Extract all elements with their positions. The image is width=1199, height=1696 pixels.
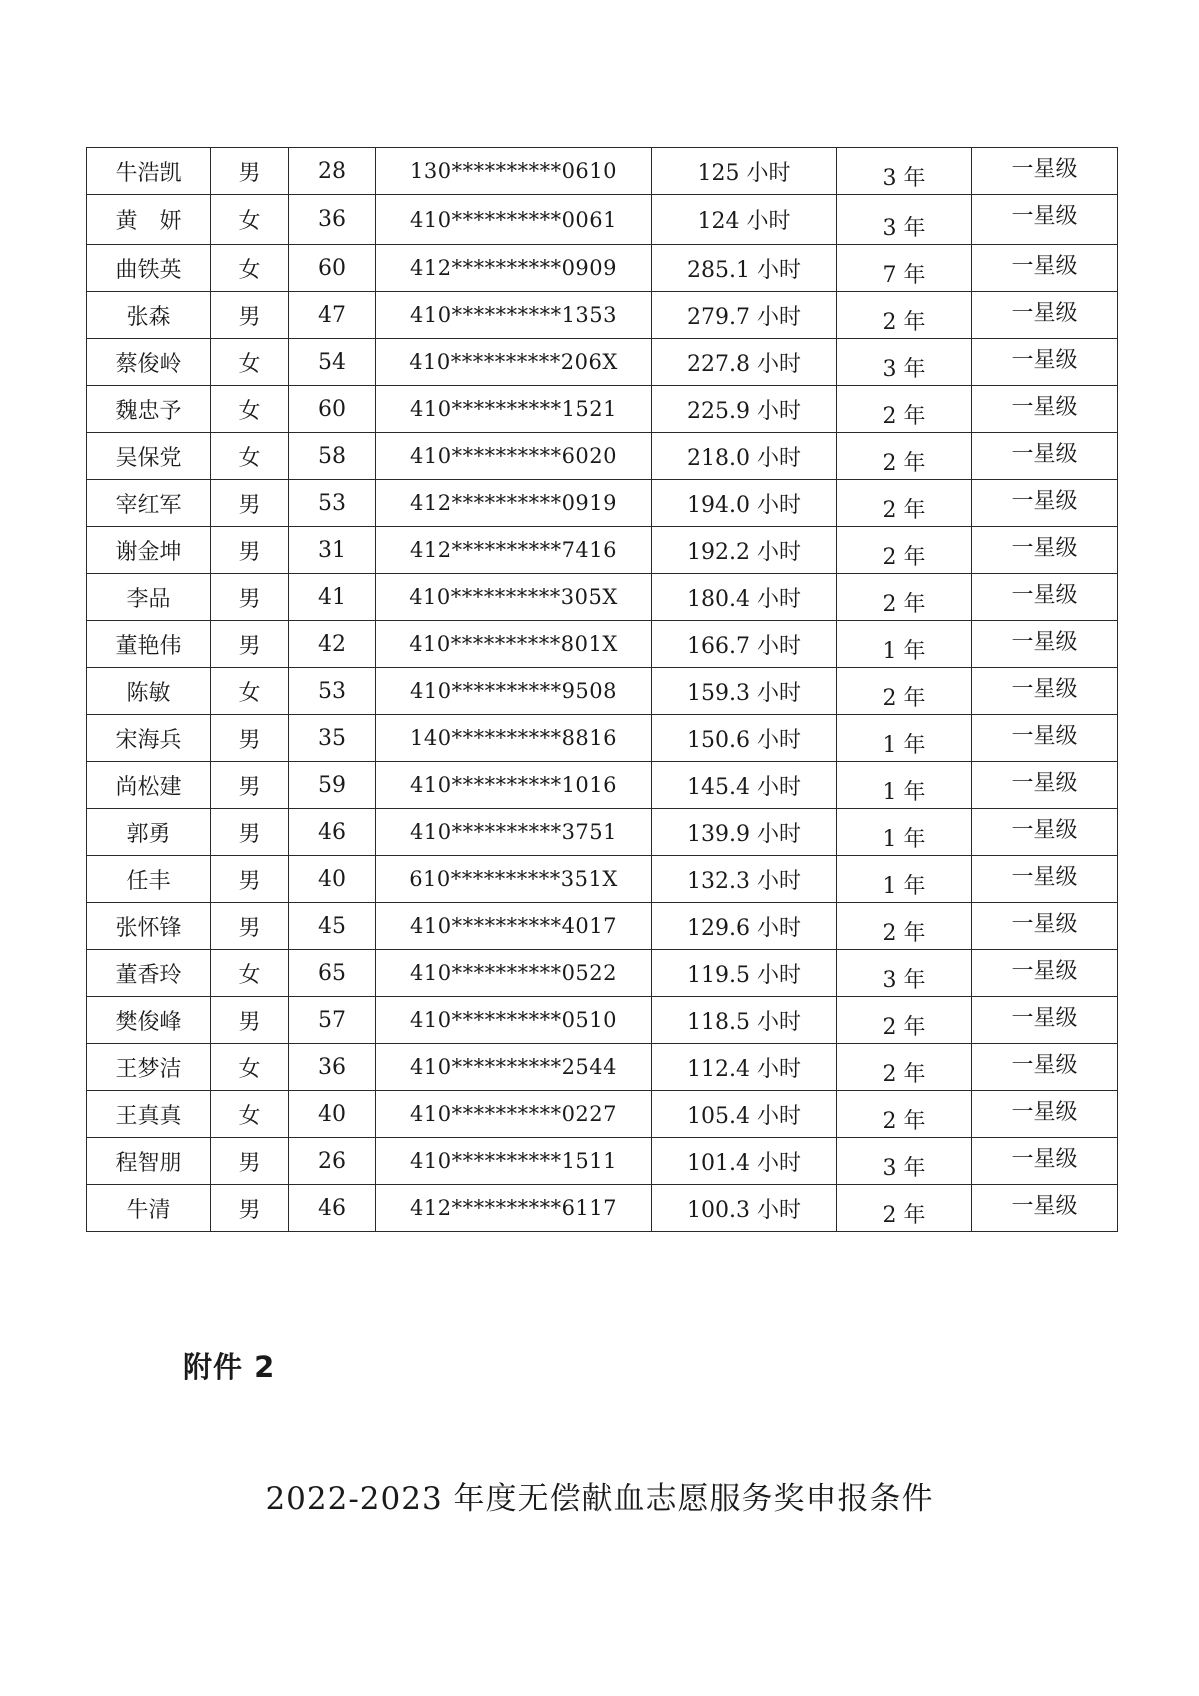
gender-cell: 女 [211,386,289,433]
award-level-cell: 一星级 [972,574,1118,621]
table-row [87,386,1118,433]
gender-cell: 男 [211,715,289,762]
id-number-cell: 140**********8816 [376,715,652,762]
award-level-cell: 一星级 [972,1044,1118,1091]
service-years-cell: 2 年 [837,668,972,715]
id-number-cell: 412**********7416 [376,527,652,574]
service-years-cell: 2 年 [837,386,972,433]
service-years-cell: 3 年 [837,339,972,386]
gender-cell: 男 [211,1185,289,1232]
award-level-cell: 一星级 [972,856,1118,903]
table-row [87,1185,1118,1232]
service-years-cell: 2 年 [837,903,972,950]
id-number-cell: 410**********1521 [376,386,652,433]
table-row [87,950,1118,997]
age-cell: 31 [289,527,376,574]
service-years-cell: 3 年 [837,950,972,997]
age-cell: 60 [289,245,376,292]
award-level-cell: 一星级 [972,527,1118,574]
service-hours-cell: 218.0 小时 [652,433,837,480]
id-number-cell: 412**********0909 [376,245,652,292]
service-years-cell: 3 年 [837,1138,972,1185]
service-years-cell: 7 年 [837,245,972,292]
service-hours-cell: 132.3 小时 [652,856,837,903]
table-row [87,809,1118,856]
gender-cell: 女 [211,339,289,386]
table-row [87,668,1118,715]
service-hours-cell: 285.1 小时 [652,245,837,292]
name-cell: 程智朋 [87,1138,211,1185]
award-level-cell: 一星级 [972,621,1118,668]
gender-cell: 女 [211,1044,289,1091]
gender-cell: 男 [211,292,289,339]
name-cell: 谢金坤 [87,527,211,574]
id-number-cell: 410**********206X [376,339,652,386]
name-cell: 牛浩凯 [87,148,211,195]
award-level-cell: 一星级 [972,148,1118,195]
gender-cell: 男 [211,574,289,621]
name-cell: 宋海兵 [87,715,211,762]
name-cell: 董香玲 [87,950,211,997]
table-row [87,148,1118,195]
table-row [87,1044,1118,1091]
table-row [87,1138,1118,1185]
age-cell: 57 [289,997,376,1044]
name-cell: 李品 [87,574,211,621]
id-number-cell: 412**********0919 [376,480,652,527]
id-number-cell: 410**********0227 [376,1091,652,1138]
service-hours-cell: 227.8 小时 [652,339,837,386]
document-title: 2022-2023 年度无偿献血志愿服务奖申报条件 [265,1481,934,1517]
award-level-cell: 一星级 [972,339,1118,386]
id-number-cell: 410**********2544 [376,1044,652,1091]
service-hours-cell: 105.4 小时 [652,1091,837,1138]
table-row [87,195,1118,245]
id-number-cell: 410**********1511 [376,1138,652,1185]
service-hours-cell: 124 小时 [652,195,837,245]
award-level-cell: 一星级 [972,480,1118,527]
id-number-cell: 410**********0061 [376,195,652,245]
service-years-cell: 1 年 [837,856,972,903]
service-years-cell: 1 年 [837,809,972,856]
table-row [87,339,1118,386]
service-years-cell: 1 年 [837,715,972,762]
table-row [87,574,1118,621]
table-row [87,292,1118,339]
service-years-cell: 3 年 [837,148,972,195]
service-hours-cell: 129.6 小时 [652,903,837,950]
table-row [87,762,1118,809]
award-level-cell: 一星级 [972,950,1118,997]
award-level-cell: 一星级 [972,245,1118,292]
name-cell: 蔡俊岭 [87,339,211,386]
age-cell: 54 [289,339,376,386]
id-number-cell: 410**********305X [376,574,652,621]
table-row [87,715,1118,762]
award-level-cell: 一星级 [972,195,1118,245]
age-cell: 46 [289,1185,376,1232]
gender-cell: 男 [211,856,289,903]
award-level-cell: 一星级 [972,292,1118,339]
service-hours-cell: 180.4 小时 [652,574,837,621]
service-years-cell: 2 年 [837,1091,972,1138]
service-hours-cell: 100.3 小时 [652,1185,837,1232]
gender-cell: 男 [211,903,289,950]
age-cell: 47 [289,292,376,339]
gender-cell: 女 [211,668,289,715]
service-years-cell: 2 年 [837,997,972,1044]
award-level-cell: 一星级 [972,1091,1118,1138]
service-years-cell: 2 年 [837,527,972,574]
table-row [87,480,1118,527]
gender-cell: 男 [211,621,289,668]
gender-cell: 男 [211,1138,289,1185]
gender-cell: 男 [211,762,289,809]
name-cell: 魏忠予 [87,386,211,433]
age-cell: 46 [289,809,376,856]
gender-cell: 女 [211,433,289,480]
award-level-cell: 一星级 [972,762,1118,809]
age-cell: 45 [289,903,376,950]
service-years-cell: 2 年 [837,574,972,621]
award-level-cell: 一星级 [972,668,1118,715]
name-cell: 王梦洁 [87,1044,211,1091]
name-cell: 董艳伟 [87,621,211,668]
service-hours-cell: 159.3 小时 [652,668,837,715]
name-cell: 宰红军 [87,480,211,527]
age-cell: 60 [289,386,376,433]
gender-cell: 女 [211,950,289,997]
id-number-cell: 410**********9508 [376,668,652,715]
age-cell: 58 [289,433,376,480]
id-number-cell: 410**********1016 [376,762,652,809]
service-hours-cell: 125 小时 [652,148,837,195]
table-row [87,245,1118,292]
award-level-cell: 一星级 [972,1138,1118,1185]
age-cell: 28 [289,148,376,195]
id-number-cell: 410**********801X [376,621,652,668]
service-hours-cell: 166.7 小时 [652,621,837,668]
service-hours-cell: 192.2 小时 [652,527,837,574]
table-row [87,527,1118,574]
gender-cell: 男 [211,148,289,195]
service-hours-cell: 118.5 小时 [652,997,837,1044]
service-years-cell: 2 年 [837,1044,972,1091]
service-years-cell: 2 年 [837,480,972,527]
service-years-cell: 3 年 [837,195,972,245]
gender-cell: 女 [211,195,289,245]
service-years-cell: 1 年 [837,762,972,809]
gender-cell: 女 [211,1091,289,1138]
id-number-cell: 410**********0510 [376,997,652,1044]
name-cell: 樊俊峰 [87,997,211,1044]
service-hours-cell: 279.7 小时 [652,292,837,339]
age-cell: 36 [289,195,376,245]
service-years-cell: 1 年 [837,621,972,668]
award-level-cell: 一星级 [972,997,1118,1044]
name-cell: 张怀锋 [87,903,211,950]
gender-cell: 女 [211,245,289,292]
name-cell: 郭勇 [87,809,211,856]
name-cell: 牛清 [87,1185,211,1232]
service-hours-cell: 145.4 小时 [652,762,837,809]
age-cell: 26 [289,1138,376,1185]
age-cell: 40 [289,856,376,903]
table-row [87,856,1118,903]
gender-cell: 男 [211,480,289,527]
name-cell: 尚松建 [87,762,211,809]
name-cell: 黄 妍 [87,195,211,245]
age-cell: 40 [289,1091,376,1138]
award-level-cell: 一星级 [972,1185,1118,1232]
service-hours-cell: 225.9 小时 [652,386,837,433]
age-cell: 59 [289,762,376,809]
table-row [87,621,1118,668]
service-years-cell: 2 年 [837,292,972,339]
table-row [87,1091,1118,1138]
service-years-cell: 2 年 [837,433,972,480]
service-hours-cell: 112.4 小时 [652,1044,837,1091]
id-number-cell: 410**********4017 [376,903,652,950]
age-cell: 53 [289,480,376,527]
id-number-cell: 410**********6020 [376,433,652,480]
name-cell: 王真真 [87,1091,211,1138]
award-level-cell: 一星级 [972,386,1118,433]
id-number-cell: 412**********6117 [376,1185,652,1232]
age-cell: 36 [289,1044,376,1091]
service-hours-cell: 119.5 小时 [652,950,837,997]
id-number-cell: 410**********3751 [376,809,652,856]
age-cell: 65 [289,950,376,997]
table-body [87,148,1118,1232]
name-cell: 曲铁英 [87,245,211,292]
age-cell: 35 [289,715,376,762]
id-number-cell: 130**********0610 [376,148,652,195]
name-cell: 陈敏 [87,668,211,715]
age-cell: 53 [289,668,376,715]
service-years-cell: 2 年 [837,1185,972,1232]
id-number-cell: 410**********1353 [376,292,652,339]
table-row [87,433,1118,480]
name-cell: 吴保党 [87,433,211,480]
service-hours-cell: 101.4 小时 [652,1138,837,1185]
service-hours-cell: 150.6 小时 [652,715,837,762]
award-level-cell: 一星级 [972,903,1118,950]
award-level-cell: 一星级 [972,809,1118,856]
age-cell: 41 [289,574,376,621]
id-number-cell: 610**********351X [376,856,652,903]
id-number-cell: 410**********0522 [376,950,652,997]
award-level-cell: 一星级 [972,433,1118,480]
table-row [87,997,1118,1044]
age-cell: 42 [289,621,376,668]
service-hours-cell: 194.0 小时 [652,480,837,527]
award-level-cell: 一星级 [972,715,1118,762]
gender-cell: 男 [211,809,289,856]
name-cell: 任丰 [87,856,211,903]
table-row [87,903,1118,950]
attachment-label: 附件 2 [183,1350,276,1384]
name-cell: 张森 [87,292,211,339]
volunteer-award-table [86,147,1118,1232]
gender-cell: 男 [211,997,289,1044]
gender-cell: 男 [211,527,289,574]
service-hours-cell: 139.9 小时 [652,809,837,856]
